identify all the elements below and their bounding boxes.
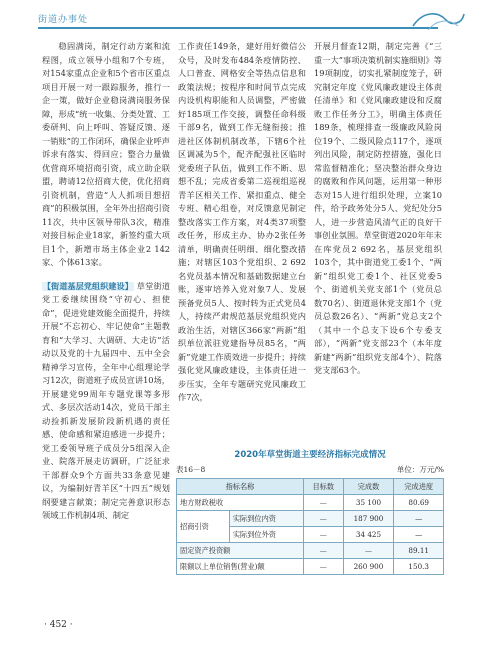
decorative-swirl-icon	[408, 6, 468, 34]
row-sub: 实际到位外资	[229, 527, 303, 543]
header-target: 目标数	[303, 479, 343, 495]
header-progress: 完成进度	[394, 479, 444, 495]
table-header-row	[177, 479, 444, 495]
economic-indicators-table-block	[176, 448, 444, 575]
row-name: 限额以上单位销售(营业)额	[177, 559, 304, 575]
paragraph-col3: 开展月督查12期，制定完善《“三重一大”事项决策机制实施细则》等19项制度，切实扎紧制度笼子，研究制定年度《党风廉政建设主体责任清单》和《党风廉政建设和反腐败工作任务分工》，明确主体责任189条，梳理排查一级廉政风险岗位19个、二级风险点117个，逐项列出风险，制定防控措施，强化日常监督精准化；坚决整治群众身边的腐败和作风问题，运用第一种形态对15人进行组织处理，立案10件，给予政务处分5人、党纪处分5人，进一步营造风清气正的良好干事创业氛围。草堂街道2020年年末在库党员2 692名，基层党组织103个，其中街道党工委1个、“两新”组织党工委1个、社区党委5个、街道机关党支部1个（党员总数70名）、街道退休党支部1个（党员总数26名）、“两新”党总支2个（其中一个总支下设6个专委支部），“两新”党支部23个（本年度新建“两新”组织党支部4个）、院落党支部63个。	[314, 41, 442, 375]
row-name: 地方财政税收	[177, 495, 304, 511]
text-column-1	[42, 40, 170, 523]
indicators-table	[176, 478, 444, 575]
table-row	[177, 511, 444, 527]
text-column-3	[314, 40, 442, 378]
table-meta	[176, 464, 444, 475]
row-progress: —	[394, 527, 444, 543]
header-rule	[38, 27, 438, 29]
table-title: 2020年草堂街道主要经济指标完成情况	[234, 450, 386, 460]
row-done: 187 900	[343, 511, 394, 527]
table-row	[177, 543, 444, 559]
page-header	[0, 0, 480, 38]
row-done: 35 100	[343, 495, 394, 511]
table-row	[177, 495, 444, 511]
row-name: 招商引资	[177, 511, 230, 543]
table-row	[177, 559, 444, 575]
table-number: 表16－8	[176, 465, 206, 474]
row-target: —	[303, 511, 343, 527]
row-target: —	[303, 527, 343, 543]
running-header-title: 街道办事处	[38, 15, 89, 25]
row-done: 260 900	[343, 559, 394, 575]
row-progress: 150.3	[394, 559, 444, 575]
row-progress: 80.69	[394, 495, 444, 511]
row-progress: 89.11	[394, 543, 444, 559]
paragraph-investment: 稳固满岗，制定行动方案和流程图，成立领导小组和7个专班，对154家重点企业和5个省市区重点项目开展一对一跟踪服务，推行一企一策，做好企业稳岗满岗服务保障，形成“统一收集、分类处置、工委研判、向上呼叫、答疑反馈、逐一销账”的工作闭环，确保企业呼声诉求有落实、得回应；整合力量做优营商环境招商引资，成立助企联盟，聘请12位招商大使，优化招商引资机制，营造“人人抓项目想招商”的积极氛围，全年外出招商引资11次，共中区领导带队3次，精准对接目标企业18家，新签约重大项目1个，新增市场主体企业2 142家、个体613家。	[42, 41, 170, 267]
table-unit: 单位：万元/%	[396, 465, 444, 474]
text-column-2	[178, 40, 306, 405]
row-target: —	[303, 559, 343, 575]
header-done: 完成数	[343, 479, 394, 495]
row-sub: 实际到位内资	[229, 511, 303, 527]
row-name: 固定资产投资额	[177, 543, 304, 559]
section-heading: 【街道基层党组织建设】	[43, 281, 133, 291]
row-target: —	[303, 543, 343, 559]
paragraph-col2: 工作责任149条，建好用好微信公众号，及时发布484条疫情防控、人口普查、网格安全等热点信息和政策法规；按程序和时间节点完成内设机构职能和人员调整，严密做好185项工作交接，调整任命科级干部9名，做到工作无缝衔接；推进社区体制机制改革，下辖6个社区调减为5个，配齐配强社区临时党委班子队伍，做到工作不断、思想不乱；完成省委第二巡视组巡视青羊区相关工作、紧扣重点、健全专班、精心组卷，对反馈意见制定整改落实工作方案，对4类37项整改任务，形成主办、协办2张任务清单，明确责任明细、细化整改措施；对辖区103个党组织、2 692名党员基本情况和基础数据建立台账，逐审培养入党对象7人、发展预备党员5人、按时转为正式党员4人，持续严肃规范基层党组织党内政治生活，对辖区366家“两新”组织单位派驻党建指导员85名，“两新”党建工作质效进一步提升；持续强化党风廉政建设，主体责任进一步压实，全年专题研究党风廉政工作7次，	[178, 41, 306, 402]
section-body: 草堂街道党工委继续围绕“守初心、担使命”，促进党建效能全面提升，持续开展“不忘初心、牢记使命”主题教育和“大学习、大调研、大走访”活动以及党的十九届四中、五中全会精神学习宣传，全年中心组理论学习12次，街道班子成员宣讲10场，开展建党99周年专题党课等多形式、多层次活动14次，党员干部主动捡抓新发展阶段新机遇的责任感、使命感和紧迫感进一步提升；党工委领导班子成员分5组深入企业、院落开展走访调研，广泛征求干部群众9个方面共33条意见建议，为编制好青羊区“十四五”规划纲要建言献策；制定完善意识形态领域工作机制4项、制定	[42, 280, 170, 520]
section-party-building	[42, 280, 170, 523]
row-progress: —	[394, 511, 444, 527]
row-done: 34 425	[343, 527, 394, 543]
row-done: —	[343, 543, 394, 559]
row-target: —	[303, 495, 343, 511]
page-number: · 452 ·	[44, 620, 73, 630]
header-indicator: 指标名称	[177, 479, 304, 495]
